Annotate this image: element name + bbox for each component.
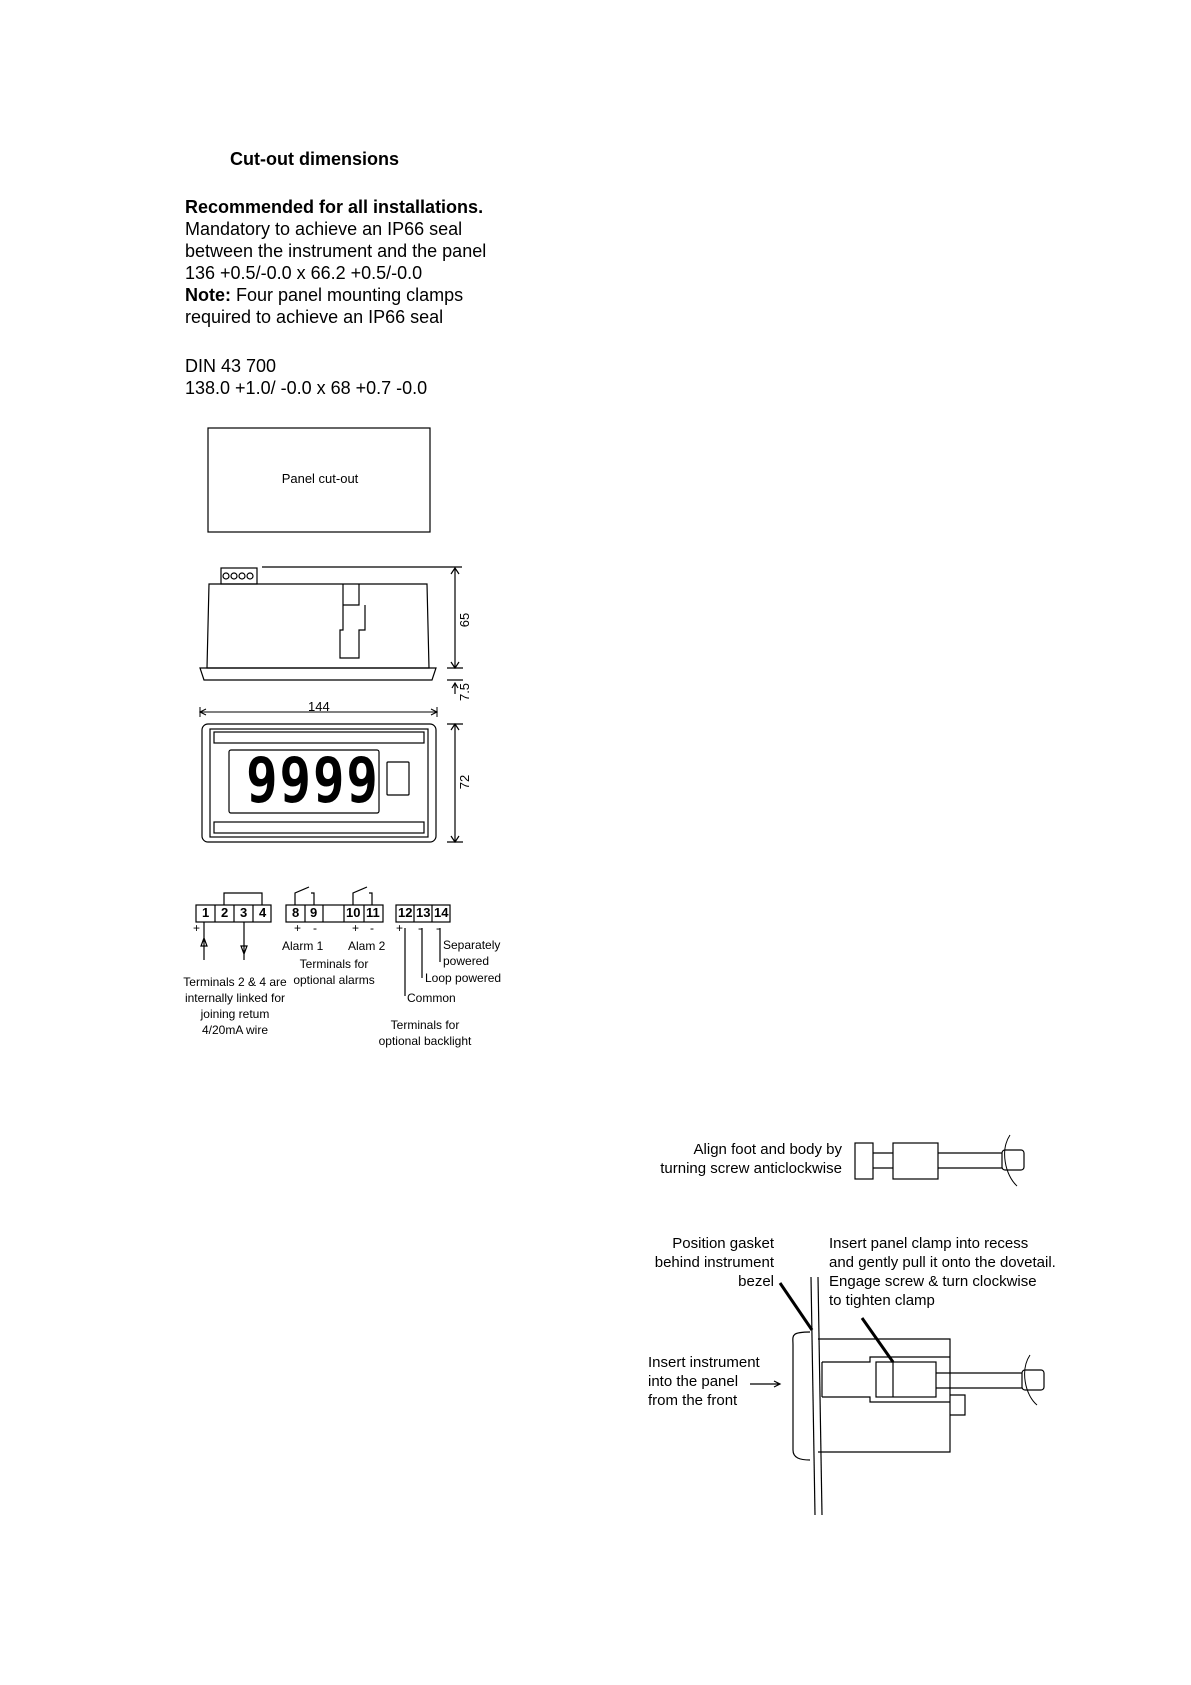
insert-clamp-instruction (829, 1234, 1056, 1310)
text-line: Mandatory to achieve an IP66 seal (185, 219, 463, 239)
polarity-minus: - (313, 921, 317, 935)
clamp-align-drawing (855, 1135, 1024, 1186)
recommended-heading: Recommended for all installations. (185, 197, 484, 217)
caption-line: joining retum (200, 1007, 270, 1021)
din-standard: DIN 43 700 (185, 356, 277, 376)
terminal-number: 10 (346, 905, 361, 920)
backlight-caption (375, 1017, 475, 1049)
linked-caption (170, 974, 300, 1038)
text-line: between the instrument and the panel (185, 241, 487, 261)
section-title: Cut-out dimensions (230, 149, 399, 169)
terminal-number: 13 (416, 905, 431, 920)
dim-width: 144 (308, 699, 330, 714)
caption-line: internally linked for (184, 991, 286, 1005)
polarity-minus: - (436, 921, 440, 935)
polarity-minus: - (370, 921, 374, 935)
din-dimensions: 138.0 +1.0/ -0.0 x 68 +0.7 -0.0 (185, 378, 428, 398)
note-text: Four panel mounting clamps (231, 285, 464, 305)
terminal-number: 4 (259, 905, 267, 920)
instruction-line: Engage screw & turn clockwise (829, 1273, 1037, 1290)
instruction-line: to tighten clamp (829, 1292, 935, 1309)
instruction-line: Align foot and body by (693, 1141, 842, 1158)
clamp-install-drawing (750, 1277, 1044, 1515)
caption-line: 4/20mA wire (201, 1023, 269, 1037)
instruction-line: turning screw anticlockwise (660, 1160, 842, 1177)
polarity-minus: - (418, 921, 422, 935)
common-label: Common (407, 991, 456, 1005)
terminal-number: 8 (292, 905, 300, 920)
insert-instrument-instruction (648, 1353, 760, 1410)
instruction-line: Insert panel clamp into recess (829, 1235, 1029, 1252)
instruction-line: Insert instrument (648, 1354, 760, 1371)
caption-line: Separately (443, 938, 501, 952)
side-view (200, 567, 463, 694)
polarity-plus: + (396, 921, 404, 935)
align-instruction (600, 1140, 842, 1178)
instruction-line: from the front (648, 1392, 738, 1409)
separately-powered-label (443, 937, 500, 969)
polarity-plus: + (193, 921, 201, 935)
terminal-number: 14 (434, 905, 449, 920)
note-label: Note: (185, 285, 231, 305)
terminal-number: 12 (398, 905, 413, 920)
caption-line: powered (443, 954, 490, 968)
instruction-line: behind instrument (654, 1254, 774, 1271)
terminal-number: 3 (240, 905, 248, 920)
caption-line: Terminals 2 & 4 are (183, 975, 287, 989)
dim-depth: 65 (457, 612, 473, 628)
terminal-number: 11 (366, 905, 380, 920)
polarity-plus: + (352, 921, 360, 935)
terminal-number: 1 (202, 905, 210, 920)
instruction-line: Position gasket (672, 1235, 774, 1252)
text-line: required to achieve an IP66 seal (185, 307, 444, 327)
dim-height: 72 (457, 774, 473, 790)
gasket-instruction (620, 1234, 774, 1291)
instruction-line: and gently pull it onto the dovetail. (829, 1254, 1056, 1271)
instruction-line: bezel (738, 1273, 774, 1290)
panel-cutout-label: Panel cut-out (281, 471, 359, 486)
loop-powered-label: Loop powered (425, 971, 502, 985)
instruction-line: into the panel (648, 1373, 739, 1390)
alarm1-label: Alarm 1 (282, 939, 324, 953)
terminal-number: 2 (221, 905, 229, 920)
caption-line: Terminals for (299, 957, 369, 971)
polarity-plus: + (294, 921, 302, 935)
lcd-display: 9999 (246, 744, 380, 817)
terminal-number: 9 (310, 905, 318, 920)
alarm2-label: Alam 2 (348, 939, 386, 953)
dim-bezel: 7.5 (457, 682, 473, 702)
caption-line: Terminals for (390, 1018, 460, 1032)
caption-line: optional backlight (378, 1034, 472, 1048)
text-line: 136 +0.5/-0.0 x 66.2 +0.5/-0.0 (185, 263, 423, 283)
caption-line: optional alarms (293, 973, 375, 987)
